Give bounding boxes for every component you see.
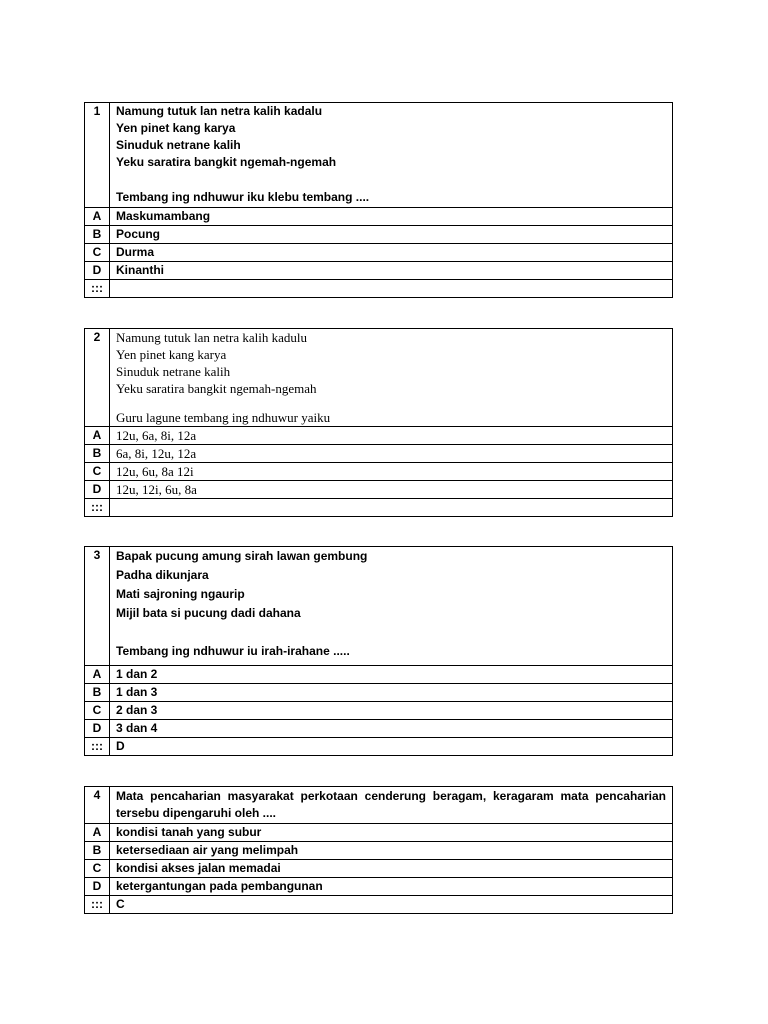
- option-key: B: [85, 226, 110, 244]
- option-row[interactable]: [85, 878, 673, 896]
- question-number: 3: [85, 547, 110, 666]
- option-text: 2 dan 3: [110, 702, 673, 720]
- stem-line: Mati sajroning ngaurip: [116, 587, 245, 601]
- stem-line: Yeku saratira bangkit ngemah-ngemah: [116, 381, 317, 396]
- option-row[interactable]: [85, 824, 673, 842]
- stem-line: Namung tutuk lan netra kalih kadalu: [116, 104, 323, 118]
- answer-row: [85, 499, 673, 517]
- answer-key: :::: [85, 896, 110, 914]
- answer-key: :::: [85, 499, 110, 517]
- question-number: 1: [85, 103, 110, 208]
- option-row[interactable]: [85, 720, 673, 738]
- question-stem: [110, 547, 673, 666]
- option-text: ketersediaan air yang melimpah: [110, 842, 673, 860]
- option-row[interactable]: [85, 208, 673, 226]
- option-row[interactable]: [85, 226, 673, 244]
- option-text: 1 dan 2: [110, 666, 673, 684]
- stem-line: Sinuduk netrane kalih: [116, 138, 241, 152]
- question-stem: [110, 103, 673, 208]
- question-table-1: [84, 102, 673, 298]
- option-text: Maskumambang: [110, 208, 673, 226]
- stem-line: Namung tutuk lan netra kalih kadulu: [116, 330, 307, 345]
- answer-text: D: [110, 738, 673, 756]
- option-text: kondisi akses jalan memadai: [110, 860, 673, 878]
- option-key: B: [85, 445, 110, 463]
- answer-row: [85, 280, 673, 298]
- question-stem: [110, 329, 673, 427]
- stem-line: Padha dikunjara: [116, 568, 209, 582]
- answer-key: :::: [85, 738, 110, 756]
- option-key: A: [85, 427, 110, 445]
- option-key: A: [85, 824, 110, 842]
- stem-line: Yen pinet kang karya: [116, 347, 227, 362]
- option-key: A: [85, 666, 110, 684]
- stem-line: Guru lagune tembang ing ndhuwur yaiku: [116, 410, 331, 425]
- option-key: A: [85, 208, 110, 226]
- option-row[interactable]: [85, 684, 673, 702]
- option-text: 1 dan 3: [110, 684, 673, 702]
- answer-text: [110, 499, 673, 517]
- question-number: 2: [85, 329, 110, 427]
- option-row[interactable]: [85, 427, 673, 445]
- option-text: 12u, 6a, 8i, 12a: [110, 427, 673, 445]
- option-text: ketergantungan pada pembangunan: [110, 878, 673, 896]
- option-key: B: [85, 684, 110, 702]
- question-table-4: [84, 786, 673, 914]
- option-key: C: [85, 463, 110, 481]
- option-text: kondisi tanah yang subur: [110, 824, 673, 842]
- option-key: D: [85, 262, 110, 280]
- question-table-3: [84, 546, 673, 756]
- stem-line: Yen pinet kang karya: [116, 121, 236, 135]
- stem-line: Yeku saratira bangkit ngemah-ngemah: [116, 155, 337, 169]
- answer-text: C: [110, 896, 673, 914]
- option-text: Durma: [110, 244, 673, 262]
- option-text: 12u, 6u, 8a 12i: [110, 463, 673, 481]
- option-key: C: [85, 702, 110, 720]
- option-key: B: [85, 842, 110, 860]
- question-number: 4: [85, 787, 110, 824]
- answer-row: [85, 896, 673, 914]
- option-key: C: [85, 244, 110, 262]
- question-stem: Mata pencaharian masyarakat perkotaan cenderung beragam, keragaram mata pencaharian tersebu dipengaruhi oleh ....: [110, 787, 673, 824]
- answer-text: [110, 280, 673, 298]
- option-row[interactable]: [85, 244, 673, 262]
- option-text: Kinanthi: [110, 262, 673, 280]
- stem-line: [116, 624, 666, 643]
- option-key: D: [85, 878, 110, 896]
- stem-line: [116, 397, 666, 409]
- option-row[interactable]: [85, 666, 673, 684]
- option-row[interactable]: [85, 481, 673, 499]
- stem-line: Sinuduk netrane kalih: [116, 364, 231, 379]
- option-key: D: [85, 481, 110, 499]
- option-row[interactable]: [85, 702, 673, 720]
- stem-line: [116, 171, 666, 189]
- option-text: Pocung: [110, 226, 673, 244]
- question-table-2: [84, 328, 673, 517]
- option-row[interactable]: [85, 262, 673, 280]
- stem-line: Mijil bata si pucung dadi dahana: [116, 606, 301, 620]
- stem-line: Tembang ing ndhuwur iu irah-irahane .....: [116, 644, 350, 658]
- option-row[interactable]: [85, 463, 673, 481]
- option-row[interactable]: [85, 860, 673, 878]
- option-text: 12u, 12i, 6u, 8a: [110, 481, 673, 499]
- answer-key: :::: [85, 280, 110, 298]
- option-text: 3 dan 4: [110, 720, 673, 738]
- option-row[interactable]: [85, 445, 673, 463]
- option-row[interactable]: [85, 842, 673, 860]
- option-text: 6a, 8i, 12u, 12a: [110, 445, 673, 463]
- option-key: D: [85, 720, 110, 738]
- answer-row: [85, 738, 673, 756]
- option-key: C: [85, 860, 110, 878]
- stem-line: Tembang ing ndhuwur iku klebu tembang ....: [116, 190, 370, 204]
- stem-line: Bapak pucung amung sirah lawan gembung: [116, 549, 368, 563]
